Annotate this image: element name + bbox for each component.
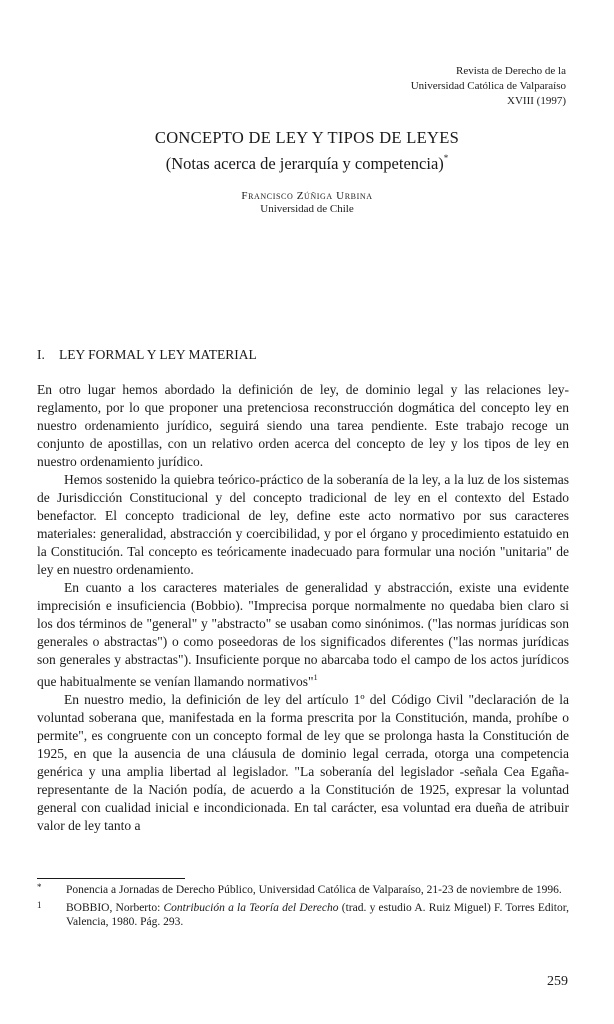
footnote-divider — [37, 878, 185, 879]
article-title: CONCEPTO DE LEY Y TIPOS DE LEYES — [154, 128, 460, 147]
author-affiliation: Universidad de Chile — [260, 203, 354, 215]
footnote-1-author: BOBBIO, Norberto: — [66, 901, 161, 914]
journal-institution: Universidad Católica de Valparaíso — [410, 80, 566, 92]
footnote-1-rest: (trad. y estudio A. Ruiz Miguel) F. Torres Editor, Valencia, 1980. Pág. 293. — [66, 901, 569, 928]
paragraph-2: Hemos sostenido la quiebra teórico-práctico de la soberanía de la ley, a la luz de los sistemas de Jurisdicción Constitucional y del concepto tradicional de ley en el contexto del Estado benefactor. El concepto tradicional de ley, define este acto normativo por sus caracteres materiales: generalidad, abstracción y coercibilidad, y por el órgano y procedimiento estatuido en la Constitución. Tal concepto es teóricamente inadecuado para formular una noción "unitaria" de ley en nuestro ordenamiento. — [37, 472, 569, 577]
footnotes — [37, 880, 569, 930]
footnote-star-text: Ponencia a Jornadas de Derecho Público, Universidad Católica de Valparaíso, 21-23 de noviembre de 1996. — [66, 884, 562, 896]
section-heading — [37, 346, 257, 364]
section-number: I. — [37, 347, 45, 362]
paragraph-1: En otro lugar hemos abordado la definición de ley, de dominio legal y las relaciones ley-reglamento, por lo que proponer una pretenciosa reconstrucción dogmática del concepto ley en nuestro ordenamiento jurídico, seguirá siendo una tarea pendiente. Este trabajo recoge un conjunto de apostillas, con un relativo orden acerca del concepto de ley y los tipos de ley en nuestro ordenamiento jurídico. — [37, 382, 569, 469]
subtitle-text: (Notas acerca de jerarquía y competencia) — [165, 154, 444, 173]
article-body — [37, 381, 569, 835]
footnote-star-mark: * — [37, 882, 42, 892]
subtitle-footnote-mark: * — [443, 153, 449, 163]
section-title: LEY FORMAL Y LEY MATERIAL — [59, 347, 257, 362]
title-block — [0, 128, 614, 217]
paragraph-4: En nuestro medio, la definición de ley del artículo 1º del Código Civil "declaración de la voluntad soberana que, manifestada en la forma prescrita por la Constitución, manda, prohíbe o permite", es congruente con un concepto formal de ley que se prolonga hasta la Constitución de 1925, en que la ausencia de una cláusula de dominio legal cerrada, otorga una competencia genérica y una amplia libertad al legislador. "La soberanía del legislador -señala Cea Egaña- representante de la Nación podía, de acuerdo a la Constitución de 1925, expresar la voluntad general con cualidad inicial e incondicionada. En tal carácter, esa voluntad era dueña de atribuir valor de ley tanto a — [37, 692, 569, 833]
page-number: 259 — [547, 974, 568, 989]
journal-volume: XVIII (1997) — [507, 95, 566, 107]
footnote-1 — [37, 901, 569, 930]
journal-name: Revista de Derecho de la — [456, 65, 566, 77]
footnote-1-work: Contribución a la Teoría del Derecho — [163, 901, 339, 914]
footnote-ref-1: 1 — [313, 673, 318, 682]
author-name: Francisco Zúñiga Urbina — [241, 190, 373, 202]
article-subtitle — [0, 148, 614, 174]
footnote-1-mark: 1 — [37, 899, 42, 910]
footnote-star — [37, 883, 569, 898]
journal-header — [306, 64, 566, 109]
paragraph-3 — [37, 579, 569, 691]
paragraph-3-text: En cuanto a los caracteres materiales de generalidad y abstracción, existe una evidente imprecisión e insuficiencia (Bobbio). "Imprecisa porque normalmente no quedaba bien claro si los dos términos de "general" y "abstracto" se usaban como sinónimos. ("las normas jurídicas son generales o abstractas") o como poseedoras de los significados diferentes ("las normas jurídicas son generales y abstractas"). Insuficiente porque no abarcaba todo el campo de los actos jurídicos que habitualmente se venían llamando normativos" — [37, 580, 569, 689]
